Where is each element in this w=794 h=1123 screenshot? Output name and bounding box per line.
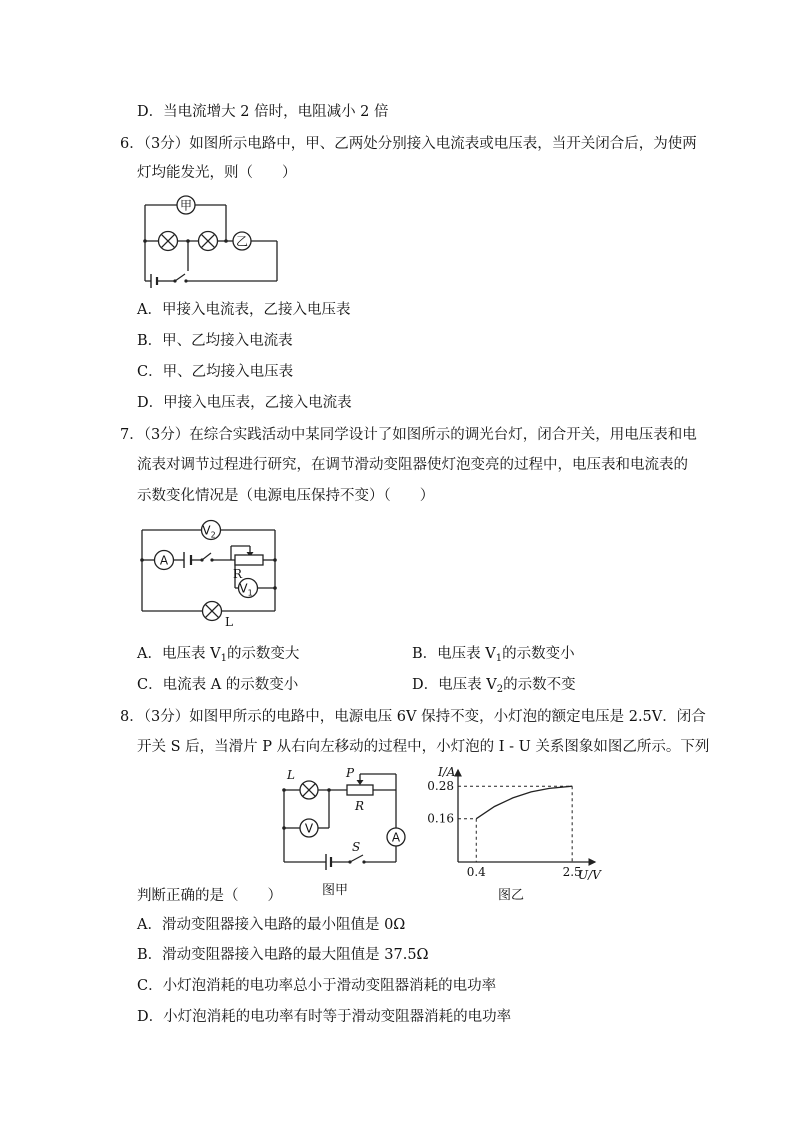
q8-fig-jia-caption: 图甲 <box>322 883 349 898</box>
lamp-icon <box>203 602 222 621</box>
q8-circuit-jia <box>270 768 410 873</box>
q8-fig-yi-caption: 图乙 <box>498 888 525 903</box>
lamp-2-icon <box>199 232 218 251</box>
lamp-1-icon <box>159 232 178 251</box>
meter-yi-label: 乙 <box>235 234 249 249</box>
q7-option-c: C．电流表 A 的示数变小 <box>137 677 299 693</box>
q7-stem-line1: 7．（3分）在综合实践活动中某同学设计了如图所示的调光台灯，闭合开关，用电压表和电 <box>120 427 697 443</box>
q8-iu-chart <box>420 762 610 880</box>
iu-curve <box>476 786 572 819</box>
q8-option-b: B．滑动变阻器接入电路的最大阻值是 37.5Ω <box>137 947 429 963</box>
x-axis-label: U/V <box>578 868 601 882</box>
q8-voltmeter-label: V <box>304 821 314 836</box>
q8-lamp-icon <box>300 781 318 799</box>
q6-option-d: D．甲接入电压表，乙接入电流表 <box>137 395 352 411</box>
q7-option-a <box>137 644 299 669</box>
q7-stem-line2: 流表对调节过程进行研究，在调节滑动变阻器使灯泡变亮的过程中，电压表和电流表的 <box>137 457 688 473</box>
q6-circuit-diagram <box>140 193 282 285</box>
q7-option-b <box>412 644 575 669</box>
q8-stem-line3: 判断正确的是（ ） <box>137 888 282 904</box>
q8-option-d: D．小灯泡消耗的电功率有时等于滑动变阻器消耗的电功率 <box>137 1009 512 1025</box>
voltmeter-v1-subscript: 1 <box>247 588 253 598</box>
q7-option-b-subscript: 1 <box>495 653 503 664</box>
q7-option-d-text: D．电压表 V <box>412 677 497 693</box>
q8-lamp-label: L <box>287 768 295 782</box>
q7-option-a-subscript: 1 <box>220 653 227 664</box>
q8-ammeter-label: A <box>391 830 401 845</box>
q8-slider-label: P <box>346 766 355 780</box>
x-tick-2.5: 2.5 <box>562 865 582 879</box>
ammeter-label: A <box>159 553 169 568</box>
voltmeter-v2-subscript: 2 <box>210 530 216 540</box>
q7-option-b-text: B．电压表 V <box>412 646 496 662</box>
rheostat-label: R <box>233 567 243 581</box>
q7-option-d-rest: 的示数不变 <box>503 677 576 693</box>
q8-option-c: C．小灯泡消耗的电功率总小于滑动变阻器消耗的电功率 <box>137 978 497 994</box>
q7-option-d <box>412 675 576 700</box>
q6-option-c: C．甲、乙均接入电压表 <box>137 364 294 380</box>
q7-stem-line3: 示数变化情况是（电源电压保持不变）（ ） <box>137 488 435 504</box>
q6-option-a: A．甲接入电流表，乙接入电压表 <box>137 302 351 318</box>
y-tick-0.28: 0.28 <box>427 779 454 794</box>
q8-rheostat-label: R <box>355 799 365 813</box>
q8-switch-label: S <box>352 840 361 854</box>
q8-stem-line2: 开关 S 后，当滑片 P 从右向左移动的过程中，小灯泡的 I - U 关系图象如图乙所示。下列 <box>137 739 710 755</box>
q7-option-a-rest: 的示数变大 <box>226 646 300 662</box>
meter-jia-label: 甲 <box>179 198 193 213</box>
q6-option-b: B．甲、乙均接入电流表 <box>137 333 293 349</box>
q6-stem-line1: 6．（3分）如图所示电路中，甲、乙两处分别接入电流表或电压表，当开关闭合后，为使两 <box>120 136 697 152</box>
q7-option-d-subscript: 2 <box>496 684 504 695</box>
q5-option-d: D．当电流增大 2 倍时，电阻减小 2 倍 <box>137 104 389 120</box>
voltmeter-v1-label: V <box>239 581 248 596</box>
q7-option-b-rest: 的示数变小 <box>502 646 575 662</box>
q8-option-a: A．滑动变阻器接入电路的最小阻值是 0Ω <box>137 917 406 933</box>
q8-stem-line1: 8．（3分）如图甲所示的电路中，电源电压 6V 保持不变，小灯泡的额定电压是 2.5V．闭合 <box>120 709 706 725</box>
q7-option-a-text: A．电压表 V <box>137 646 221 662</box>
voltmeter-v2-label: V <box>202 523 211 538</box>
y-axis-label: I/A <box>438 765 456 779</box>
q7-circuit-diagram <box>140 518 285 630</box>
lamp-label: L <box>225 615 233 629</box>
q6-stem-line2: 灯均能发光，则（ ） <box>137 165 297 181</box>
y-tick-0.16: 0.16 <box>427 811 454 826</box>
x-tick-0.4: 0.4 <box>466 865 486 879</box>
